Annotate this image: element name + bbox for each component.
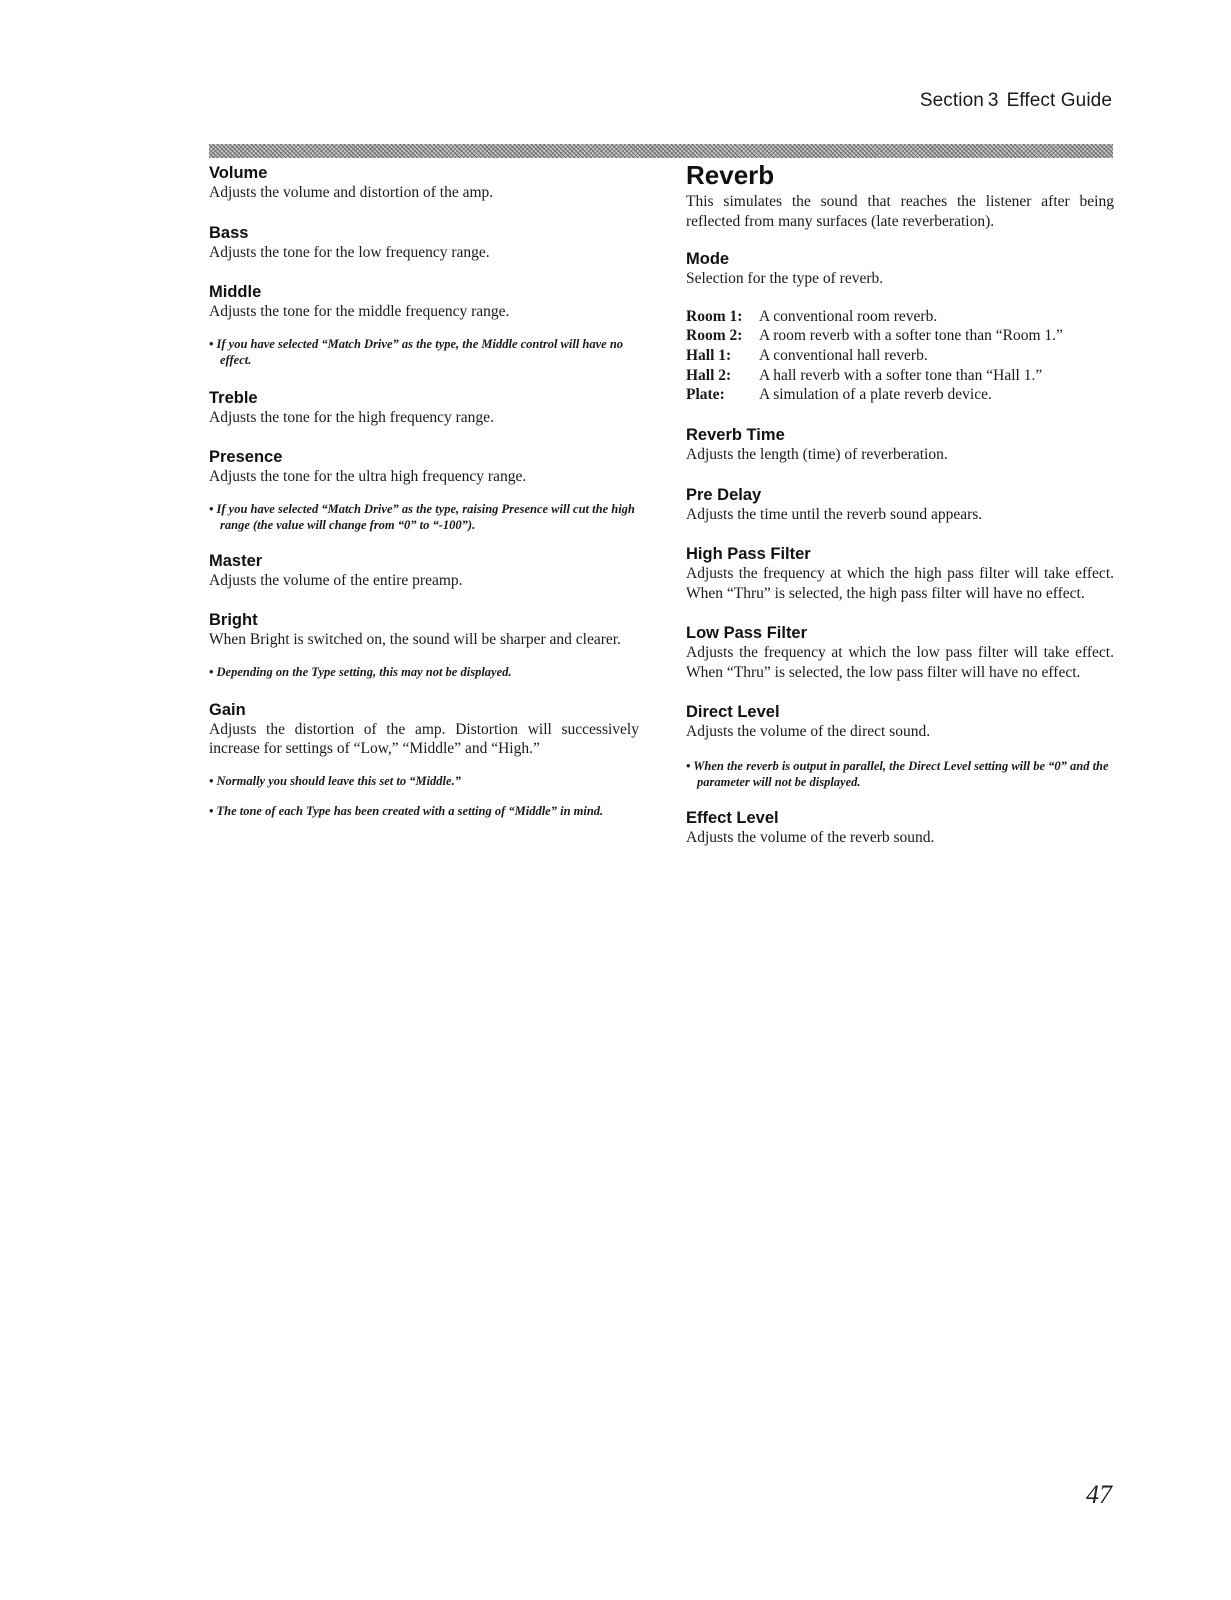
mode-key: Hall 2: [686, 366, 732, 384]
mode-item [686, 346, 1063, 366]
param-heading: Volume [209, 164, 268, 182]
param-note: • If you have selected “Match Drive” as the type, raising Presence will cut the high range (the value will change from “0” to “-100”). [209, 501, 635, 532]
section-reverb [686, 160, 1114, 231]
running-header [920, 90, 1112, 112]
param-low-pass-filter [686, 623, 1114, 682]
param-heading: Bright [209, 611, 258, 629]
param-heading: Bass [209, 223, 249, 242]
mode-desc: A hall reverb with a softer tone than “Hall 1.” [759, 366, 1043, 384]
param-description: When Bright is switched on, the sound will be sharper and clearer. [209, 631, 621, 648]
param-description: Adjusts the tone for the low frequency range. [209, 243, 490, 261]
mode-item [686, 307, 1063, 327]
param-direct-level [686, 702, 1114, 790]
param-presence [209, 447, 639, 533]
param-treble [209, 388, 639, 428]
param-heading: Gain [209, 700, 246, 719]
mode-desc: A conventional room reverb. [759, 307, 938, 325]
param-heading: Direct Level [686, 703, 780, 722]
mode-desc: A conventional hall reverb. [759, 346, 928, 364]
section-label: Section [919, 90, 984, 111]
param-gain [209, 700, 639, 819]
mode-item [686, 326, 1063, 346]
param-description: Adjusts the tone for the ultra high frequency range. [209, 468, 527, 485]
param-heading: Presence [209, 448, 283, 466]
param-description: Adjusts the tone for the middle frequency range. [209, 303, 510, 320]
section-title: Effect Guide [1006, 90, 1112, 111]
section-heading: Reverb [686, 160, 775, 190]
param-description: Adjusts the time until the reverb sound appears. [686, 505, 983, 523]
param-description: Adjusts the length (time) of reverberation. [686, 446, 948, 464]
param-description: Adjusts the distortion of the amp. Distortion will successively increase for settings of “Low,” “Middle” and “High.” [209, 720, 639, 757]
param-pre-delay [686, 485, 1114, 525]
param-reverb-time [686, 425, 1114, 465]
param-description: Adjusts the volume of the entire preamp. [209, 571, 463, 589]
param-heading: Low Pass Filter [686, 624, 808, 643]
param-description: Adjusts the volume of the direct sound. [686, 723, 931, 741]
mode-key: Hall 1: [686, 346, 732, 364]
mode-list [686, 307, 1063, 406]
param-description: Adjusts the frequency at which the low pass filter will take effect. When “Thru” is selected, the low pass filter will have no effect. [686, 644, 1114, 681]
param-master [209, 551, 639, 591]
section-divider-band [209, 144, 1113, 158]
left-column [209, 163, 639, 819]
param-note: • The tone of each Type has been created with a setting of “Middle” in mind. [209, 803, 604, 818]
param-description: Adjusts the volume and distortion of the amp. [209, 184, 494, 201]
section-intro: This simulates the sound that reaches the listener after being reflected from many surfaces (late reverberation). [686, 193, 1114, 230]
param-description: Adjusts the frequency at which the high pass filter will take effect. When “Thru” is selected, the high pass filter will have no effect. [686, 565, 1114, 602]
param-description: Adjusts the volume of the reverb sound. [686, 828, 935, 846]
param-bright [209, 610, 639, 680]
mode-item [686, 385, 1063, 405]
param-mode [686, 249, 1114, 405]
mode-key: Plate: [686, 386, 725, 404]
param-description: Selection for the type of reverb. [686, 270, 884, 287]
param-note: • When the reverb is output in parallel, the Direct Level setting will be “0” and the parameter will not be displayed. [686, 758, 1109, 789]
param-description: Adjusts the tone for the high frequency range. [209, 408, 494, 426]
mode-item [686, 366, 1063, 386]
section-number: 3 [987, 90, 999, 111]
param-heading: Middle [209, 283, 262, 301]
param-effect-level [686, 808, 1114, 848]
param-heading: High Pass Filter [686, 545, 811, 564]
mode-desc: A room reverb with a softer tone than “Room 1.” [759, 327, 1063, 345]
param-heading: Treble [209, 388, 258, 407]
right-column [686, 160, 1114, 847]
param-heading: Reverb Time [686, 426, 785, 445]
mode-desc: A simulation of a plate reverb device. [759, 386, 992, 404]
param-volume [209, 163, 639, 203]
param-bass [209, 223, 639, 263]
param-note: • If you have selected “Match Drive” as the type, the Middle control will have no effect. [209, 336, 624, 367]
param-note: • Normally you should leave this set to “Middle.” [209, 773, 461, 788]
param-note: • Depending on the Type setting, this may not be displayed. [209, 664, 512, 679]
param-heading: Mode [686, 250, 730, 268]
param-heading: Effect Level [686, 808, 779, 827]
param-heading: Pre Delay [686, 485, 762, 504]
page-number: 47 [1086, 1480, 1112, 1509]
param-high-pass-filter [686, 544, 1114, 603]
mode-key: Room 1: [686, 307, 743, 325]
param-heading: Master [209, 551, 263, 570]
param-middle [209, 282, 639, 368]
mode-key: Room 2: [686, 327, 743, 345]
